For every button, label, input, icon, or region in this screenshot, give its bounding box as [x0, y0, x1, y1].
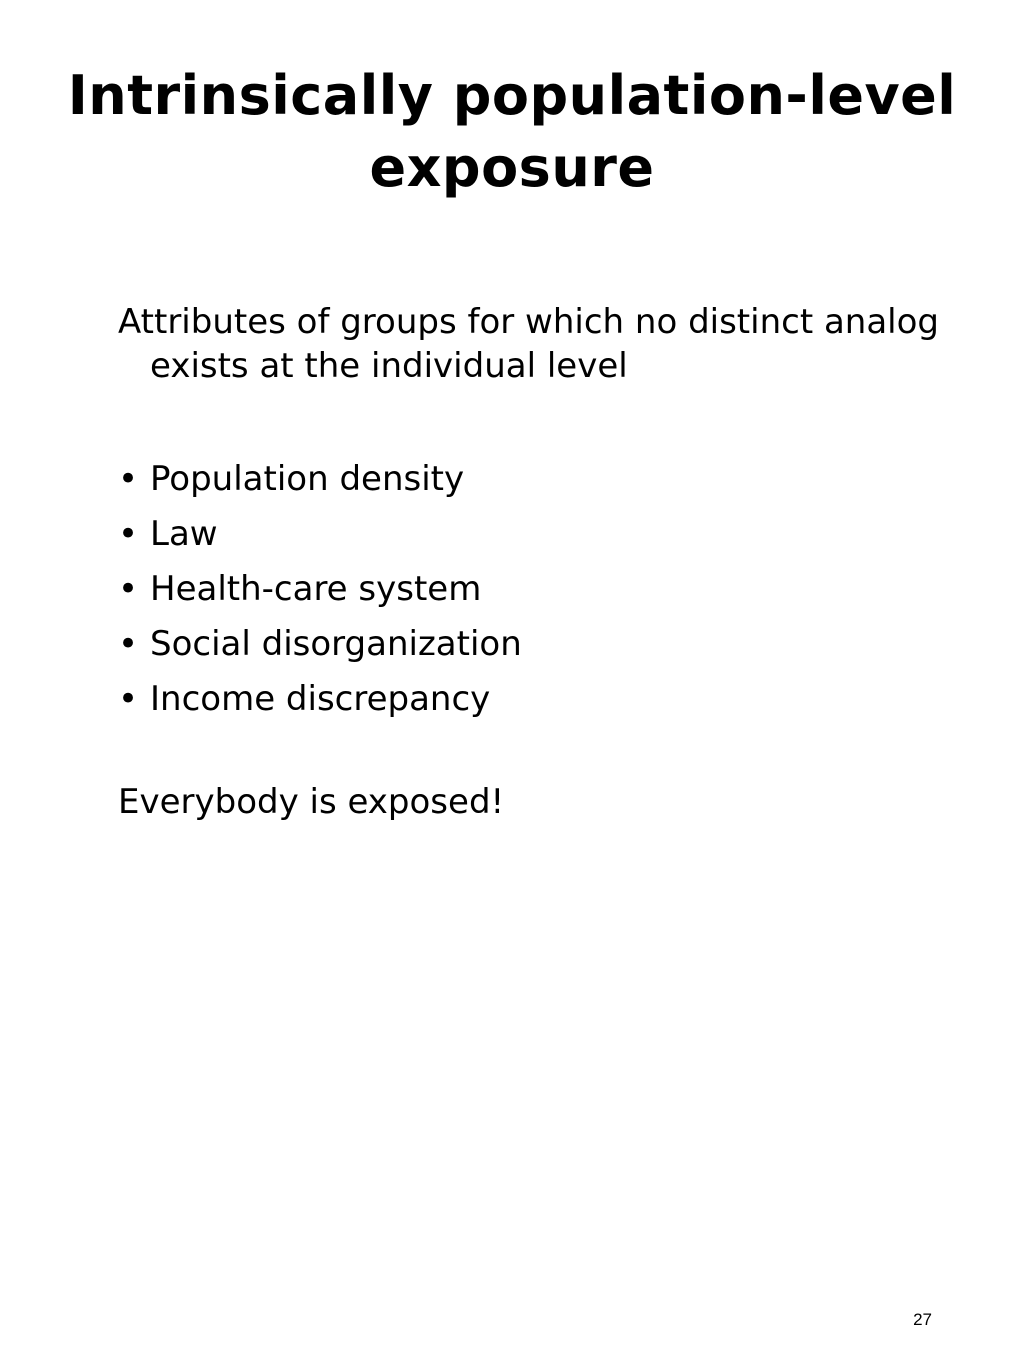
bullet-text: Health-care system [150, 569, 482, 609]
slide-title [60, 60, 964, 204]
bullet-item-income-discrepancy [118, 672, 918, 727]
slide-title-line-1: Intrinsically population-level [67, 64, 957, 127]
bullet-item-health-care-system [118, 562, 918, 617]
bullet-item-social-disorganization [118, 617, 918, 672]
bullet-text: Social disorganization [150, 624, 522, 664]
bullet-marker: • [118, 459, 139, 499]
bullet-item-law [118, 507, 918, 562]
bullet-list [118, 452, 918, 727]
bullet-item-population-density [118, 452, 918, 507]
bullet-marker: • [118, 624, 139, 664]
bullet-text: Law [150, 514, 218, 554]
bullet-marker: • [118, 679, 139, 719]
intro-text: Attributes of groups for which no distinct analog exists at the individual level [118, 302, 940, 386]
slide-title-line-2: exposure [369, 136, 655, 199]
conclusion-text: Everybody is exposed! [118, 782, 505, 822]
bullet-marker: • [118, 514, 139, 554]
slide-page-number: 27 [913, 1310, 932, 1329]
bullet-text: Population density [150, 459, 465, 499]
bullet-marker: • [118, 569, 139, 609]
bullet-text: Income discrepancy [150, 679, 491, 719]
